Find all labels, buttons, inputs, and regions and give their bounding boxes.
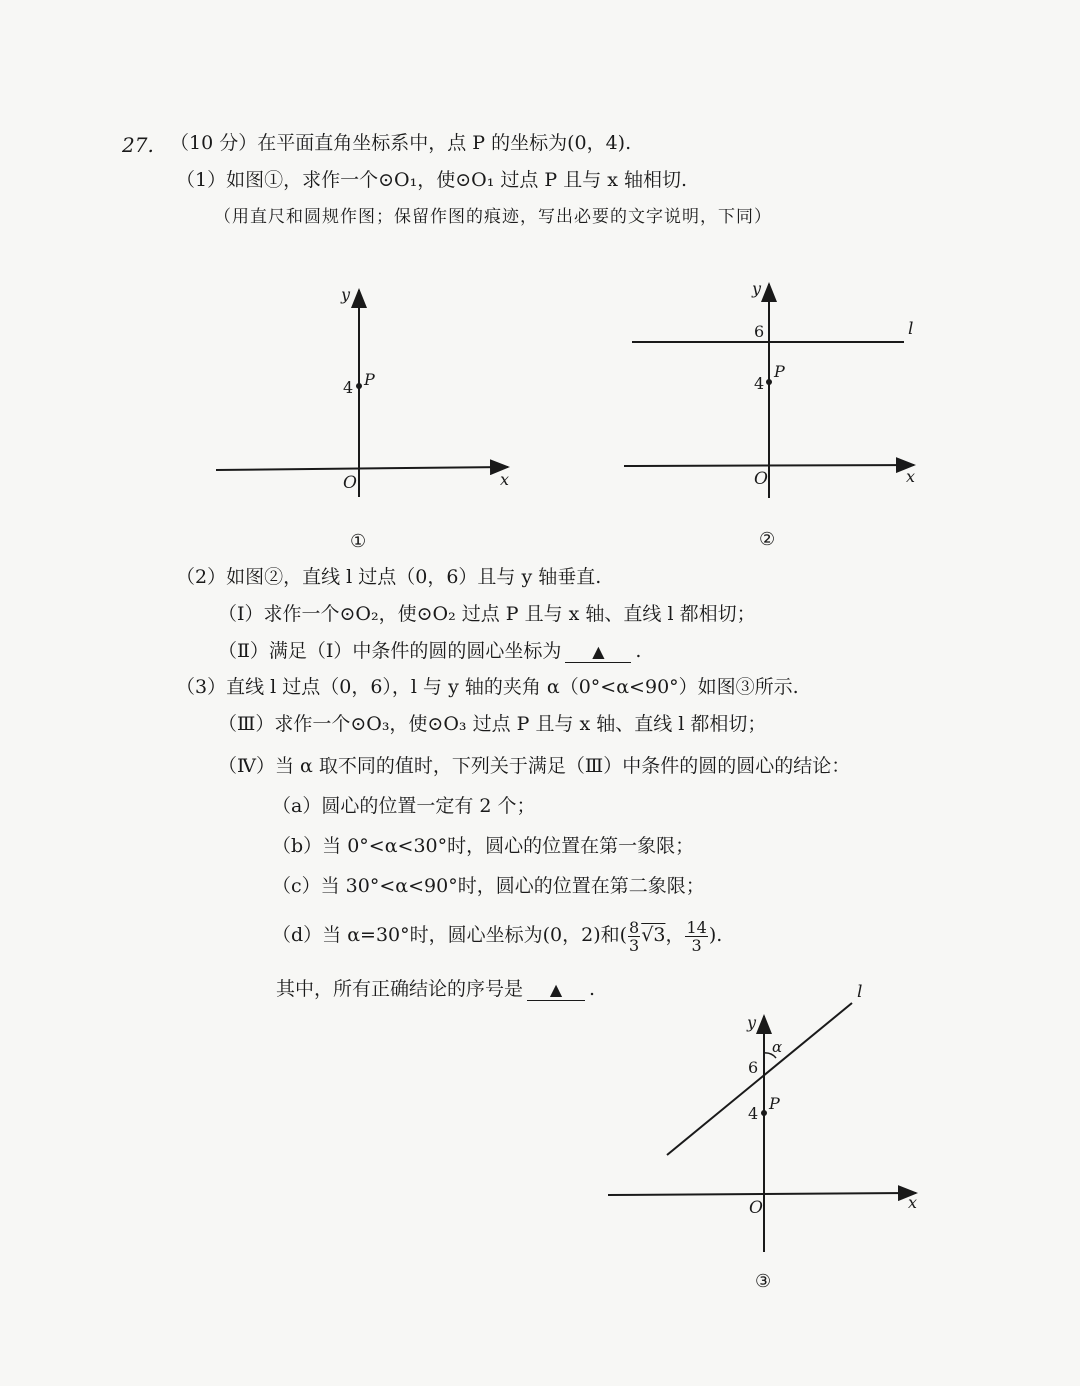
fraction-denominator: 3 <box>629 935 640 955</box>
fig1-origin-label: O <box>343 473 357 493</box>
fig1-caption: ① <box>350 531 367 552</box>
part2-sub2 <box>218 638 641 664</box>
fig3-angle-label: α <box>772 1038 783 1056</box>
fraction-numerator: 14 <box>686 917 707 937</box>
coord-separator: ， <box>665 924 685 946</box>
fig2-line-label: l <box>908 319 914 339</box>
fig3-tick-6: 6 <box>748 1058 759 1077</box>
part3-sub4: （Ⅳ）当 α 取不同的值时，下列关于满足（Ⅲ）中条件的圆的圆心的结论： <box>218 755 851 777</box>
fig1-y-label: y <box>341 285 351 304</box>
part2-sub2-suffix: . <box>635 640 642 662</box>
fig3-x-label: x <box>908 1193 918 1212</box>
fig3-point-p <box>761 1110 767 1116</box>
figure-2 <box>624 279 915 550</box>
part2-sub2-text: （Ⅱ）满足（Ⅰ）中条件的圆的圆心坐标为 <box>218 640 562 662</box>
conclusion-d-suffix: ). <box>708 924 723 946</box>
fig1-point-label: P <box>364 370 375 389</box>
fig2-caption: ② <box>759 529 776 550</box>
fig2-tick-4: 4 <box>754 374 765 393</box>
fig1-x-label: x <box>500 470 510 489</box>
part1-statement: （1）如图①，求作一个⊙O₁，使⊙O₁ 过点 P 且与 x 轴相切. <box>176 169 688 191</box>
fig3-point-label: P <box>769 1094 780 1113</box>
fig3-x-axis <box>608 1193 916 1195</box>
fraction-numerator: 8 <box>629 917 640 937</box>
sqrt-3: √3 <box>641 924 666 946</box>
fig1-x-axis <box>216 467 508 470</box>
part3-statement: （3）直线 l 过点（0，6），l 与 y 轴的夹角 α（0°<α<90°）如图③所示. <box>176 676 799 698</box>
fig3-caption: ③ <box>755 1271 772 1292</box>
fig3-line-l <box>667 1003 852 1155</box>
conclusion-c: （c）当 30°<α<90°时，圆心的位置在第二象限； <box>272 875 705 897</box>
conclusion-a: （a）圆心的位置一定有 2 个； <box>272 795 536 817</box>
fig2-y-label: y <box>752 279 762 298</box>
fig2-origin-label: O <box>754 469 768 489</box>
final-question-text: 其中，所有正确结论的序号是 <box>276 978 524 1000</box>
question-number: 27. <box>122 133 154 157</box>
fig3-line-label: l <box>857 982 863 1002</box>
fig3-tick-4: 4 <box>748 1104 759 1123</box>
fig2-point-label: P <box>774 362 785 381</box>
fraction-denominator: 3 <box>691 935 702 955</box>
answer-blank-2[interactable]: ▲ <box>527 980 585 1001</box>
fig3-y-label: y <box>747 1013 757 1032</box>
figure-3 <box>608 982 917 1292</box>
fraction-14-3 <box>685 919 707 954</box>
fig2-point-p <box>766 379 772 385</box>
part3-sub3: （Ⅲ）求作一个⊙O₃，使⊙O₃ 过点 P 且与 x 轴、直线 l 都相切； <box>218 713 767 735</box>
conclusion-d <box>272 916 722 954</box>
conclusion-d-text: （d）当 α=30°时，圆心坐标为(0，2)和( <box>272 924 628 946</box>
fig1-tick-4: 4 <box>343 378 354 397</box>
question-header: （10 分）在平面直角坐标系中，点 P 的坐标为(0，4). <box>170 132 632 154</box>
part2-sub1: （Ⅰ）求作一个⊙O₂，使⊙O₂ 过点 P 且与 x 轴、直线 l 都相切； <box>218 603 756 625</box>
fig1-point-p <box>356 383 362 389</box>
construction-note: （用直尺和圆规作图；保留作图的痕迹，写出必要的文字说明，下同） <box>214 207 772 227</box>
final-question-suffix: . <box>589 978 596 1000</box>
answer-blank-1[interactable]: ▲ <box>565 642 631 663</box>
fig3-origin-label: O <box>749 1198 763 1218</box>
fig2-x-label: x <box>906 467 916 486</box>
conclusion-b: （b）当 0°<α<30°时，圆心的位置在第一象限； <box>272 835 695 857</box>
part2-statement: （2）如图②，直线 l 过点（0，6）且与 y 轴垂直. <box>176 566 602 588</box>
final-question <box>276 976 595 1002</box>
fig2-tick-6: 6 <box>754 322 765 341</box>
fraction-8-3 <box>628 919 640 954</box>
figure-1 <box>216 285 509 552</box>
